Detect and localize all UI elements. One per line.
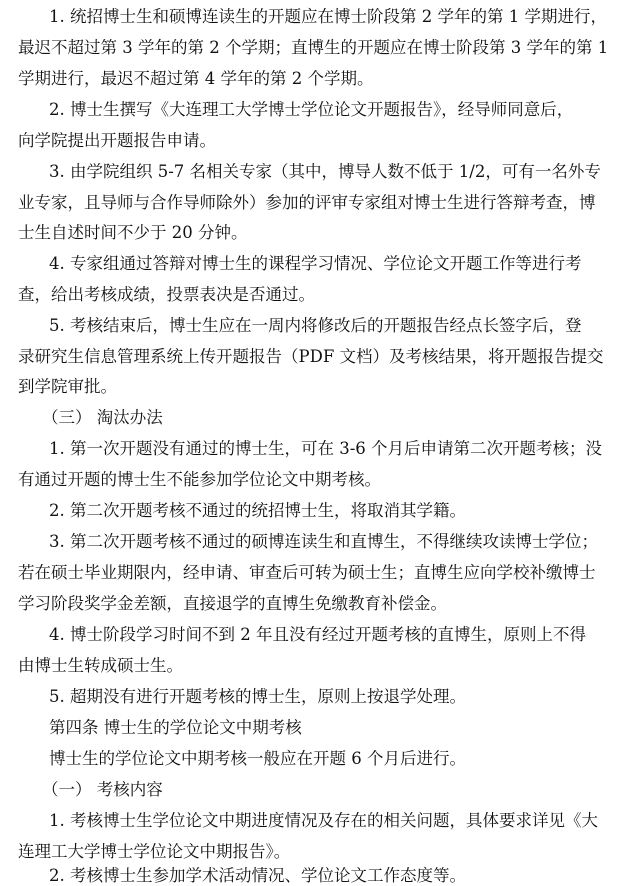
text-line: 5. 超期没有进行开题考核的博士生，原则上按退学处理。 xyxy=(49,687,466,706)
text-line: 查，给出考核成绩，投票表决是否通过。 xyxy=(18,285,315,304)
text-line: 4. 博士阶段学习时间不到 2 年且没有经过开题考核的直博生，原则上不得 xyxy=(49,625,586,644)
text-line: 到学院审批。 xyxy=(18,377,117,396)
text-line: 1. 统招博士生和硕博连读生的开题应在博士阶段第 2 学年的第 1 学期进行， xyxy=(49,7,607,26)
section-heading: （三） 淘汰办法 xyxy=(42,408,163,427)
text-line: 向学院提出开题报告申请。 xyxy=(18,131,216,150)
article-heading: 第四条 博士生的学位论文中期考核 xyxy=(49,718,302,737)
text-line: 博士生的学位论文中期考核一般应在开题 6 个月后进行。 xyxy=(49,749,466,768)
text-line: 有通过开题的博士生不能参加学位论文中期考核。 xyxy=(18,470,381,489)
text-line: 2. 考核博士生参加学术活动情况、学位论文工作态度等。 xyxy=(49,866,466,885)
text-line: 连理工大学博士学位论文中期报告》。 xyxy=(18,842,291,861)
text-line: 2. 第二次开题考核不通过的统招博士生，将取消其学籍。 xyxy=(49,501,466,520)
text-line: 1. 第一次开题没有通过的博士生，可在 3-6 个月后申请第二次开题考核；没 xyxy=(49,439,603,458)
text-line: 1. 考核博士生学位论文中期进度情况及存在的相关问题，具体要求详见《大 xyxy=(49,811,598,830)
text-line: 若在硕士毕业期限内，经申请、审查后可转为硕士生；直博生应向学校补缴博士 xyxy=(18,563,596,582)
text-line: 业专家，且导师与合作导师除外）参加的评审专家组对博士生进行答辩考查，博 xyxy=(18,193,596,212)
text-line: 5. 考核结束后，博士生应在一周内将修改后的开题报告经点长签字后，登 xyxy=(49,316,582,335)
text-line: 3. 由学院组织 5-7 名相关专家（其中，博导人数不低于 1/2，可有一名外专 xyxy=(49,162,601,181)
text-line: 2. 博士生撰写《大连理工大学博士学位论文开题报告》，经导师同意后， xyxy=(49,100,574,119)
text-line: 学期进行，最迟不超过第 4 学年的第 2 个学期。 xyxy=(18,69,374,88)
text-line: 3. 第二次开题考核不通过的硕博连读生和直博生，不得继续攻读博士学位； xyxy=(49,532,598,551)
section-heading: （一） 考核内容 xyxy=(42,780,163,799)
text-line: 由博士生转成硕士生。 xyxy=(18,656,183,675)
text-line: 最迟不超过第 3 学年的第 2 个学期；直博生的开题应在博士阶段第 3 学年的第 1 xyxy=(18,38,609,57)
text-line: 士生自述时间不少于 20 分钟。 xyxy=(18,223,248,242)
text-line: 录研究生信息管理系统上传开题报告（PDF 文档）及考核结果，将开题报告提交 xyxy=(18,347,604,366)
text-line: 学习阶段奖学金差额，直接退学的直博生免缴教育补偿金。 xyxy=(18,594,447,613)
text-line: 4. 专家组通过答辩对博士生的课程学习情况、学位论文开题工作等进行考 xyxy=(49,254,582,273)
